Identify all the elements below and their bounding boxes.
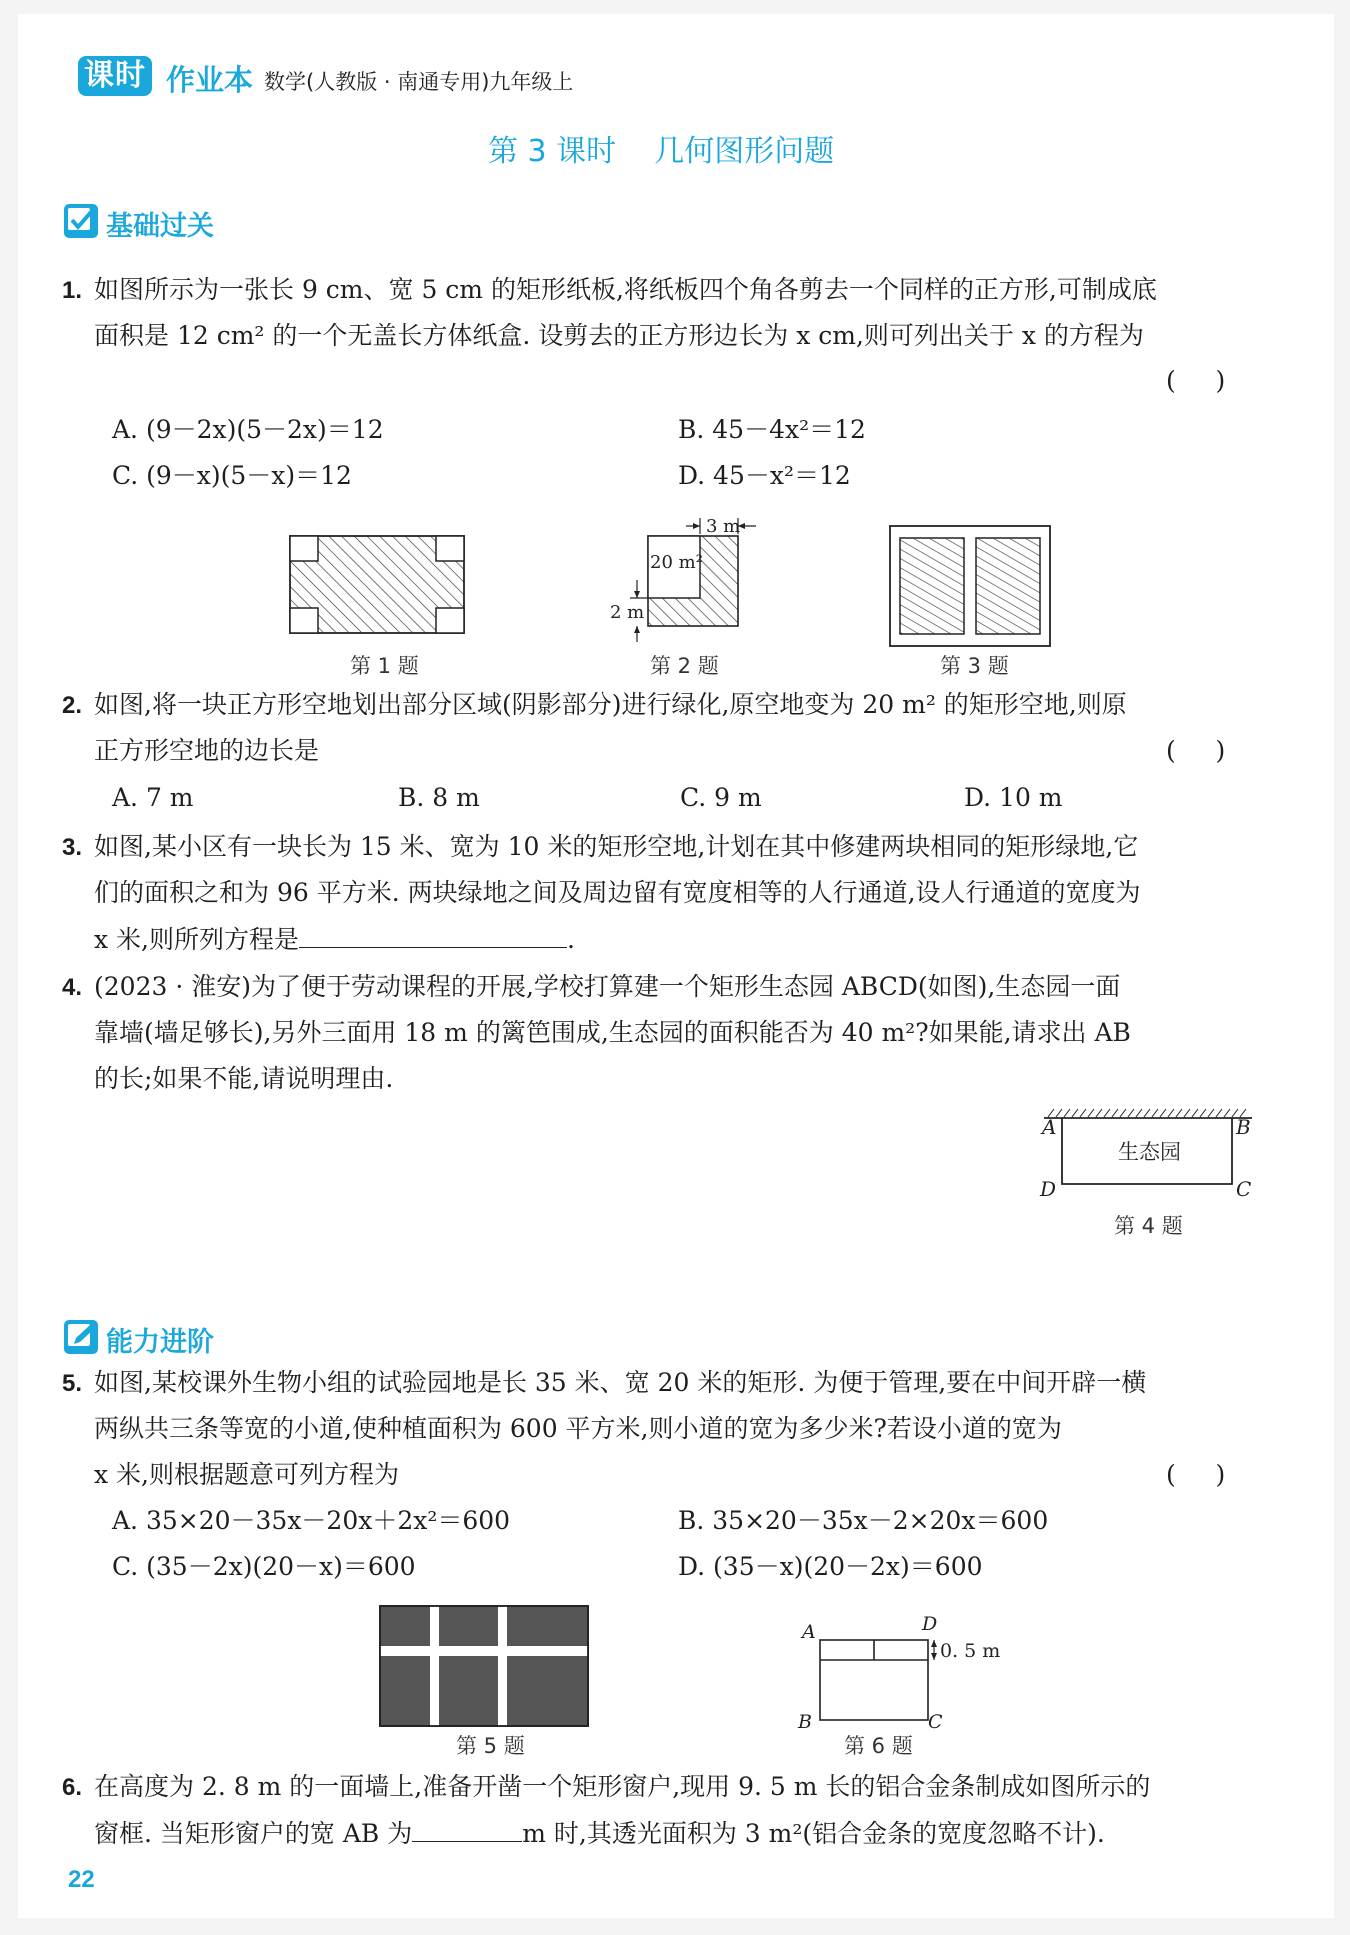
q5-line1: 如图,某校课外生物小组的试验园地是长 35 米、宽 20 米的矩形. 为便于管理,要在中间开辟一横	[94, 1368, 1147, 1397]
q3-line3: x 米,则所列方程是 .	[94, 921, 575, 958]
q1-line2: 面积是 12 cm² 的一个无盖长方体纸盒. 设剪去的正方形边长为 x cm,则可列出关于 x 的方程为	[94, 321, 1144, 350]
fig6-label-05: 0. 5 m	[940, 1640, 1001, 1662]
figure-4	[1030, 1104, 1260, 1204]
q1-option-c[interactable]: C. (9－x)(5－x)＝12	[112, 461, 352, 490]
page	[18, 14, 1334, 1918]
q5-number: 5.	[62, 1370, 83, 1397]
figure-2	[608, 506, 798, 646]
fig6-label-a: A	[802, 1621, 816, 1643]
lesson-title: 第 3 课时 几何图形问题	[488, 134, 835, 169]
q2-option-d[interactable]: D. 10 m	[964, 783, 1063, 812]
q1-option-d[interactable]: D. 45－x²＝12	[678, 461, 851, 490]
q6-line2: 窗框. 当矩形窗户的宽 AB 为 m 时,其透光面积为 3 m²(铝合金条的宽度忽略不计).	[94, 1815, 1105, 1852]
section-title-basic: 基础过关	[106, 211, 214, 242]
figure-2-caption: 第 2 题	[650, 654, 719, 678]
fig6-label-d: D	[922, 1613, 938, 1635]
figure-4-caption: 第 4 题	[1114, 1214, 1183, 1238]
q2-line2: 正方形空地的边长是	[94, 736, 320, 765]
pencil-edit-icon	[64, 1320, 98, 1354]
logo-text: 作业本	[166, 63, 254, 97]
q3-line2: 们的面积之和为 96 平方米. 两块绿地之间及周边留有宽度相等的人行通道,设人行通道的宽度为	[94, 878, 1141, 907]
q1-option-b[interactable]: B. 45－4x²＝12	[678, 415, 866, 444]
q2-option-c[interactable]: C. 9 m	[680, 783, 762, 812]
book-title: 数学(人教版 · 南通专用)九年级上	[264, 70, 574, 94]
logo-badge: 课时	[78, 56, 152, 96]
q5-line3: x 米,则根据题意可列方程为	[94, 1460, 399, 1489]
q3-number: 3.	[62, 834, 83, 861]
q4-line1: (2023 · 淮安)为了便于劳动课程的开展,学校打算建一个矩形生态园 ABCD(如图),生态园一面	[94, 972, 1121, 1001]
q1-number: 1.	[62, 277, 83, 304]
q1-answer-paren[interactable]: ( )	[1166, 366, 1226, 395]
fig2-label-20: 20 m²	[650, 552, 703, 573]
q6-answer-blank[interactable]	[412, 1815, 522, 1842]
q1-option-a[interactable]: A. (9－2x)(5－2x)＝12	[112, 415, 384, 444]
fig4-label-d: D	[1040, 1177, 1057, 1201]
fig4-label-c: C	[1236, 1177, 1252, 1201]
section-title-advanced: 能力进阶	[106, 1327, 214, 1358]
figure-1-caption: 第 1 题	[350, 654, 419, 678]
q5-option-a[interactable]: A. 35×20－35x－20x＋2x²＝600	[112, 1506, 511, 1535]
q5-option-b[interactable]: B. 35×20－35x－2×20x＝600	[678, 1506, 1049, 1535]
q4-line3: 的长;如果不能,请说明理由.	[94, 1064, 394, 1093]
fig4-label-park: 生态园	[1118, 1140, 1181, 1164]
q2-answer-paren[interactable]: ( )	[1166, 736, 1226, 765]
q6-number: 6.	[62, 1774, 83, 1801]
q2-line1: 如图,将一块正方形空地划出部分区域(阴影部分)进行绿化,原空地变为 20 m² 的矩形空地,则原	[94, 690, 1127, 719]
fig6-label-b: B	[798, 1711, 812, 1733]
page-number: 22	[68, 1866, 95, 1893]
figure-5	[378, 1604, 592, 1730]
q2-number: 2.	[62, 692, 83, 719]
q2-option-a[interactable]: A. 7 m	[112, 783, 194, 812]
figure-1	[288, 534, 478, 649]
figure-5-caption: 第 5 题	[456, 1734, 525, 1758]
figure-3-caption: 第 3 题	[940, 654, 1009, 678]
fig2-label-3m: 3 m	[706, 516, 741, 537]
q3-line1: 如图,某小区有一块长为 15 米、宽为 10 米的矩形空地,计划在其中修建两块相同的矩形绿地,它	[94, 832, 1139, 861]
q4-line2: 靠墙(墙足够长),另外三面用 18 m 的篱笆围成,生态园的面积能否为 40 m²?如果能,请求出 AB	[94, 1018, 1131, 1047]
q5-answer-paren[interactable]: ( )	[1166, 1460, 1226, 1489]
q6-line1: 在高度为 2. 8 m 的一面墙上,准备开凿一个矩形窗户,现用 9. 5 m 长的铝合金条制成如图所示的	[94, 1772, 1151, 1801]
fig4-label-a: A	[1042, 1115, 1057, 1139]
q5-option-c[interactable]: C. (35－2x)(20－x)＝600	[112, 1552, 416, 1581]
fig4-label-b: B	[1236, 1115, 1251, 1139]
fig6-label-c: C	[928, 1711, 943, 1733]
q2-option-b[interactable]: B. 8 m	[398, 783, 480, 812]
figure-6-caption: 第 6 题	[844, 1734, 913, 1758]
q4-number: 4.	[62, 974, 83, 1001]
q3-answer-blank[interactable]	[299, 921, 567, 948]
figure-6	[778, 1613, 1001, 1733]
checkbox-check-icon	[64, 204, 98, 238]
q5-line2: 两纵共三条等宽的小道,使种植面积为 600 平方米,则小道的宽为多少米?若设小道的宽为	[94, 1414, 1062, 1443]
fig2-label-2m: 2 m	[610, 602, 645, 623]
q5-option-d[interactable]: D. (35－x)(20－2x)＝600	[678, 1552, 983, 1581]
figure-3	[888, 524, 1058, 652]
q1-line1: 如图所示为一张长 9 cm、宽 5 cm 的矩形纸板,将纸板四个角各剪去一个同样的正方形,可制成底	[94, 275, 1157, 304]
